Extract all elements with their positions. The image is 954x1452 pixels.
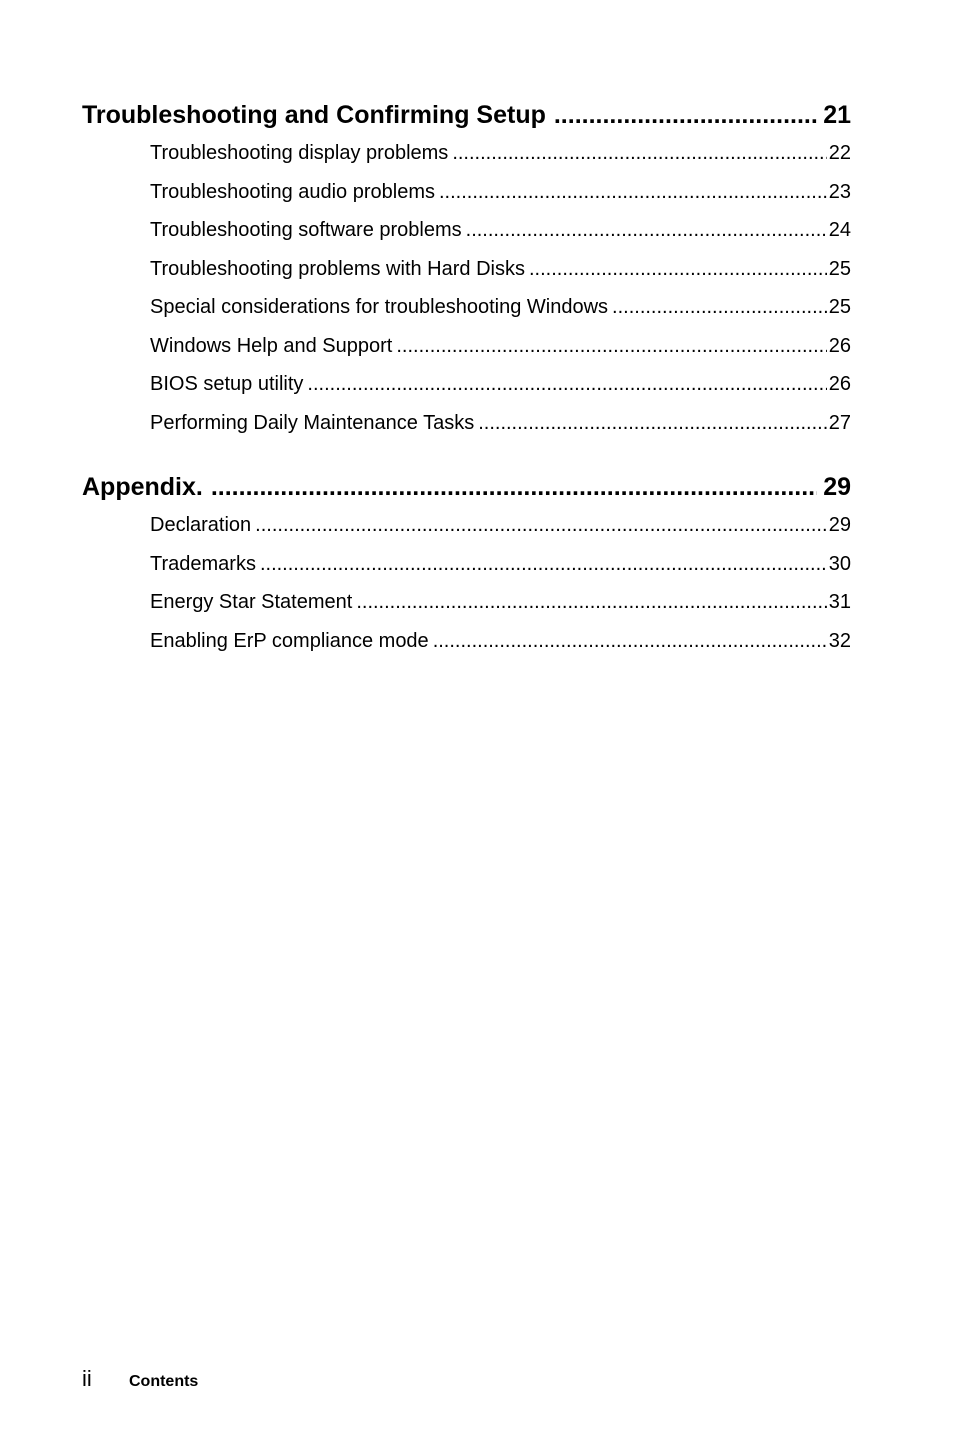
dot-leader: [529, 250, 827, 289]
entry-title: Special considerations for troubleshooting Windows: [150, 296, 609, 318]
page-footer: [82, 1366, 198, 1392]
chapter-page-number: 21: [823, 101, 851, 129]
entry-page-number: 32: [828, 629, 851, 652]
dot-leader: [260, 545, 827, 584]
entry-page-number: 24: [828, 219, 851, 241]
entry-title: Declaration: [150, 514, 252, 536]
dot-leader: [255, 506, 827, 545]
entry-title: BIOS setup utility: [150, 373, 304, 395]
toc-entry[interactable]: [150, 327, 851, 366]
dot-leader: [211, 468, 817, 506]
entry-title: Troubleshooting software problems: [150, 219, 462, 241]
footer-label: Contents: [129, 1373, 199, 1390]
dot-leader: [439, 173, 827, 212]
entry-page-number: 25: [828, 296, 851, 318]
entry-title: Trademarks: [150, 552, 256, 575]
dot-leader: [452, 134, 826, 173]
entry-page-number: 22: [828, 142, 851, 164]
toc-entry[interactable]: [150, 288, 851, 327]
dot-leader: [433, 622, 827, 661]
dot-leader: [612, 288, 827, 327]
entry-title: Performing Daily Maintenance Tasks: [150, 411, 475, 434]
entry-page-number: 31: [828, 591, 851, 613]
table-of-contents: [82, 96, 851, 686]
toc-entry[interactable]: [150, 622, 851, 661]
dot-leader: [307, 365, 826, 404]
entry-title: Troubleshooting problems with Hard Disks: [150, 257, 525, 280]
chapter-heading[interactable]: [82, 96, 851, 134]
toc-entry[interactable]: [150, 583, 851, 622]
dot-leader: [478, 404, 827, 443]
toc-entry[interactable]: [150, 404, 851, 443]
toc-entry[interactable]: [150, 506, 851, 545]
entry-title: Troubleshooting display problems: [150, 142, 449, 164]
dot-leader: [554, 96, 817, 134]
dot-leader: [356, 583, 826, 622]
toc-section-troubleshooting: [82, 96, 851, 442]
chapter-title: Troubleshooting and Confirming Setup: [82, 101, 546, 129]
toc-entry[interactable]: [150, 365, 851, 404]
entry-page-number: 26: [828, 334, 851, 357]
chapter-title: Appendix.: [82, 473, 203, 501]
entry-page-number: 29: [828, 514, 851, 536]
toc-section-appendix: [82, 468, 851, 660]
toc-entry[interactable]: [150, 250, 851, 289]
toc-entry[interactable]: [150, 545, 851, 584]
entry-title: Troubleshooting audio problems: [150, 180, 435, 203]
entry-page-number: 23: [828, 180, 851, 203]
chapter-heading[interactable]: [82, 468, 851, 506]
entry-page-number: 25: [828, 257, 851, 280]
entry-page-number: 27: [828, 411, 851, 434]
entry-title: Energy Star Statement: [150, 591, 353, 613]
entry-title: Enabling ErP compliance mode: [150, 629, 429, 652]
toc-entry[interactable]: [150, 134, 851, 173]
dot-leader: [396, 327, 826, 366]
dot-leader: [466, 211, 827, 250]
chapter-page-number: 29: [823, 473, 851, 501]
entry-title: Windows Help and Support: [150, 334, 393, 357]
toc-entry[interactable]: [150, 173, 851, 212]
entry-page-number: 26: [828, 373, 851, 395]
footer-page-number: ii: [82, 1366, 92, 1391]
entry-page-number: 30: [828, 552, 851, 575]
toc-entry[interactable]: [150, 211, 851, 250]
